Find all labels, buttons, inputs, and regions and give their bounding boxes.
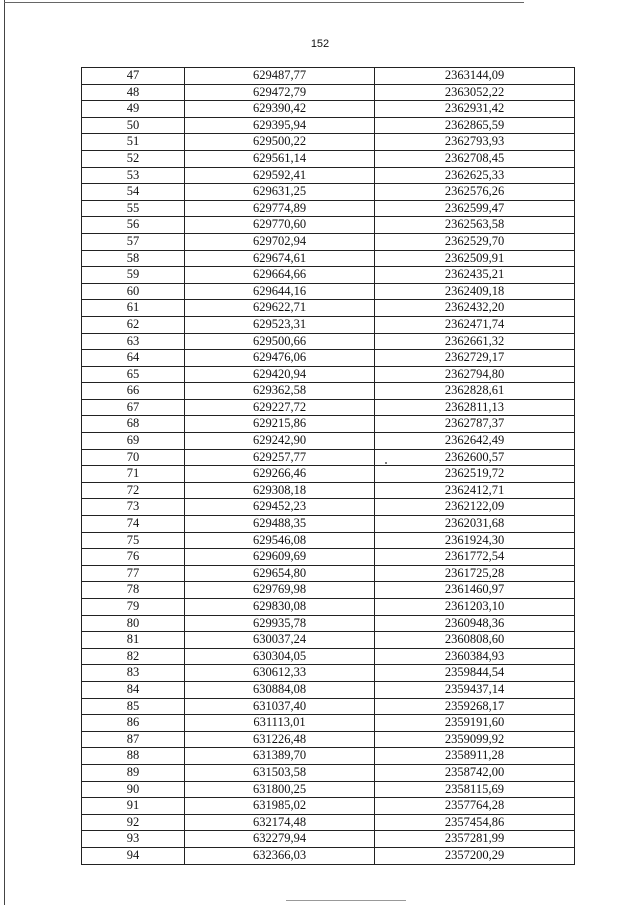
y-coordinate-cell: 2362509,91 <box>375 250 575 267</box>
y-coordinate-cell: 2362931,42 <box>375 101 575 118</box>
y-coordinate-cell: 2357454,86 <box>375 814 575 831</box>
point-number-cell: 52 <box>82 150 185 167</box>
point-number-cell: 79 <box>82 599 185 616</box>
point-number-cell: 75 <box>82 532 185 549</box>
table-row <box>82 283 575 300</box>
point-number-cell: 83 <box>82 665 185 682</box>
x-coordinate-cell: 631503,58 <box>185 764 375 781</box>
x-coordinate-cell: 629622,71 <box>185 300 375 317</box>
table-row <box>82 681 575 698</box>
point-number-cell: 84 <box>82 681 185 698</box>
x-coordinate-cell: 629500,66 <box>185 333 375 350</box>
table-row <box>82 416 575 433</box>
y-coordinate-cell: 2362432,20 <box>375 300 575 317</box>
x-coordinate-cell: 629472,79 <box>185 84 375 101</box>
table-row <box>82 748 575 765</box>
point-number-cell: 65 <box>82 366 185 383</box>
y-coordinate-cell: 2360808,60 <box>375 632 575 649</box>
table-row <box>82 698 575 715</box>
x-coordinate-cell: 631985,02 <box>185 798 375 815</box>
table-row <box>82 333 575 350</box>
x-coordinate-cell: 629362,58 <box>185 383 375 400</box>
point-number-cell: 94 <box>82 847 185 864</box>
table-row <box>82 366 575 383</box>
x-coordinate-cell: 629227,72 <box>185 399 375 416</box>
y-coordinate-cell: 2362599,47 <box>375 200 575 217</box>
x-coordinate-cell: 629487,77 <box>185 68 375 85</box>
x-coordinate-cell: 629664,66 <box>185 267 375 284</box>
point-number-cell: 69 <box>82 433 185 450</box>
point-number-cell: 64 <box>82 350 185 367</box>
y-coordinate-cell: 2363144,09 <box>375 68 575 85</box>
x-coordinate-cell: 630037,24 <box>185 632 375 649</box>
x-coordinate-cell: 629523,31 <box>185 316 375 333</box>
table-row <box>82 217 575 234</box>
y-coordinate-cell: 2358115,69 <box>375 781 575 798</box>
x-coordinate-cell: 629592,41 <box>185 167 375 184</box>
y-coordinate-cell: 2359268,17 <box>375 698 575 715</box>
page-number: 152 <box>310 38 330 50</box>
table-row <box>82 233 575 250</box>
point-number-cell: 62 <box>82 316 185 333</box>
point-number-cell: 60 <box>82 283 185 300</box>
y-coordinate-cell: 2362471,74 <box>375 316 575 333</box>
x-coordinate-cell: 631113,01 <box>185 715 375 732</box>
point-number-cell: 57 <box>82 233 185 250</box>
table-row <box>82 150 575 167</box>
point-number-cell: 78 <box>82 582 185 599</box>
table-row <box>82 482 575 499</box>
point-number-cell: 63 <box>82 333 185 350</box>
table-row <box>82 615 575 632</box>
y-coordinate-cell: 2362412,71 <box>375 482 575 499</box>
x-coordinate-cell: 629631,25 <box>185 184 375 201</box>
table-row <box>82 731 575 748</box>
x-coordinate-cell: 629390,42 <box>185 101 375 118</box>
x-coordinate-cell: 629674,61 <box>185 250 375 267</box>
table-row <box>82 715 575 732</box>
y-coordinate-cell: 2362122,09 <box>375 499 575 516</box>
y-coordinate-cell: 2359191,60 <box>375 715 575 732</box>
table-row <box>82 781 575 798</box>
table-row <box>82 68 575 85</box>
x-coordinate-cell: 629215,86 <box>185 416 375 433</box>
table-row <box>82 383 575 400</box>
point-number-cell: 82 <box>82 648 185 665</box>
y-coordinate-cell: 2362811,13 <box>375 399 575 416</box>
point-number-cell: 74 <box>82 516 185 533</box>
point-number-cell: 58 <box>82 250 185 267</box>
table-row <box>82 250 575 267</box>
table-row <box>82 267 575 284</box>
x-coordinate-cell: 631800,25 <box>185 781 375 798</box>
point-number-cell: 76 <box>82 549 185 566</box>
table-row <box>82 831 575 848</box>
x-coordinate-cell: 629546,08 <box>185 532 375 549</box>
y-coordinate-cell: 2362794,80 <box>375 366 575 383</box>
point-number-cell: 88 <box>82 748 185 765</box>
table-row <box>82 532 575 549</box>
x-coordinate-cell: 629774,89 <box>185 200 375 217</box>
page-left-edge <box>4 0 5 905</box>
table-row <box>82 499 575 516</box>
y-coordinate-cell: 2362729,17 <box>375 350 575 367</box>
point-number-cell: 93 <box>82 831 185 848</box>
y-coordinate-cell: 2361203,10 <box>375 599 575 616</box>
point-number-cell: 61 <box>82 300 185 317</box>
point-number-cell: 91 <box>82 798 185 815</box>
x-coordinate-cell: 629488,35 <box>185 516 375 533</box>
y-coordinate-cell: 2362828,61 <box>375 383 575 400</box>
table-row <box>82 565 575 582</box>
table-row <box>82 516 575 533</box>
point-number-cell: 86 <box>82 715 185 732</box>
page-bottom-mark <box>286 900 406 901</box>
x-coordinate-cell: 632279,94 <box>185 831 375 848</box>
table-row <box>82 433 575 450</box>
y-coordinate-cell: 2362793,93 <box>375 134 575 151</box>
table-row <box>82 399 575 416</box>
table-row <box>82 167 575 184</box>
x-coordinate-cell: 632366,03 <box>185 847 375 864</box>
y-coordinate-cell: 2363052,22 <box>375 84 575 101</box>
y-coordinate-cell: 2362708,45 <box>375 150 575 167</box>
point-number-cell: 90 <box>82 781 185 798</box>
x-coordinate-cell: 629242,90 <box>185 433 375 450</box>
table-row <box>82 632 575 649</box>
x-coordinate-cell: 629609,69 <box>185 549 375 566</box>
table-row <box>82 764 575 781</box>
point-number-cell: 56 <box>82 217 185 234</box>
x-coordinate-cell: 629561,14 <box>185 150 375 167</box>
scan-speck <box>385 462 387 464</box>
point-number-cell: 49 <box>82 101 185 118</box>
page-top-edge <box>4 2 524 3</box>
y-coordinate-cell: 2358911,28 <box>375 748 575 765</box>
x-coordinate-cell: 629266,46 <box>185 466 375 483</box>
table-row <box>82 184 575 201</box>
point-number-cell: 71 <box>82 466 185 483</box>
y-coordinate-cell: 2362600,57 <box>375 449 575 466</box>
x-coordinate-cell: 629935,78 <box>185 615 375 632</box>
point-number-cell: 81 <box>82 632 185 649</box>
x-coordinate-cell: 629830,08 <box>185 599 375 616</box>
table-row <box>82 599 575 616</box>
x-coordinate-cell: 631226,48 <box>185 731 375 748</box>
table-row <box>82 466 575 483</box>
table-row <box>82 582 575 599</box>
table-row <box>82 350 575 367</box>
point-number-cell: 50 <box>82 117 185 134</box>
point-number-cell: 55 <box>82 200 185 217</box>
y-coordinate-cell: 2357200,29 <box>375 847 575 864</box>
x-coordinate-cell: 629420,94 <box>185 366 375 383</box>
x-coordinate-cell: 631389,70 <box>185 748 375 765</box>
point-number-cell: 72 <box>82 482 185 499</box>
table-row <box>82 101 575 118</box>
x-coordinate-cell: 631037,40 <box>185 698 375 715</box>
x-coordinate-cell: 629770,60 <box>185 217 375 234</box>
y-coordinate-cell: 2362529,70 <box>375 233 575 250</box>
table-row <box>82 665 575 682</box>
y-coordinate-cell: 2361924,30 <box>375 532 575 549</box>
x-coordinate-cell: 629500,22 <box>185 134 375 151</box>
point-number-cell: 66 <box>82 383 185 400</box>
x-coordinate-cell: 629769,98 <box>185 582 375 599</box>
y-coordinate-cell: 2362865,59 <box>375 117 575 134</box>
y-coordinate-cell: 2362031,68 <box>375 516 575 533</box>
x-coordinate-cell: 629257,77 <box>185 449 375 466</box>
point-number-cell: 85 <box>82 698 185 715</box>
table-row <box>82 449 575 466</box>
point-number-cell: 80 <box>82 615 185 632</box>
y-coordinate-cell: 2361460,97 <box>375 582 575 599</box>
x-coordinate-cell: 629476,06 <box>185 350 375 367</box>
y-coordinate-cell: 2362576,26 <box>375 184 575 201</box>
point-number-cell: 87 <box>82 731 185 748</box>
table-row <box>82 316 575 333</box>
y-coordinate-cell: 2358742,00 <box>375 764 575 781</box>
table-row <box>82 134 575 151</box>
y-coordinate-cell: 2361725,28 <box>375 565 575 582</box>
x-coordinate-cell: 629644,16 <box>185 283 375 300</box>
point-number-cell: 89 <box>82 764 185 781</box>
y-coordinate-cell: 2362519,72 <box>375 466 575 483</box>
y-coordinate-cell: 2362661,32 <box>375 333 575 350</box>
x-coordinate-cell: 629395,94 <box>185 117 375 134</box>
y-coordinate-cell: 2362563,58 <box>375 217 575 234</box>
point-number-cell: 73 <box>82 499 185 516</box>
y-coordinate-cell: 2362642,49 <box>375 433 575 450</box>
y-coordinate-cell: 2360948,36 <box>375 615 575 632</box>
table-row <box>82 300 575 317</box>
point-number-cell: 48 <box>82 84 185 101</box>
table-row <box>82 549 575 566</box>
y-coordinate-cell: 2359844,54 <box>375 665 575 682</box>
point-number-cell: 68 <box>82 416 185 433</box>
point-number-cell: 54 <box>82 184 185 201</box>
point-number-cell: 53 <box>82 167 185 184</box>
y-coordinate-cell: 2357281,99 <box>375 831 575 848</box>
x-coordinate-cell: 629702,94 <box>185 233 375 250</box>
point-number-cell: 92 <box>82 814 185 831</box>
point-number-cell: 47 <box>82 68 185 85</box>
x-coordinate-cell: 630884,08 <box>185 681 375 698</box>
table-row <box>82 798 575 815</box>
table-row <box>82 84 575 101</box>
point-number-cell: 59 <box>82 267 185 284</box>
y-coordinate-cell: 2362787,37 <box>375 416 575 433</box>
coordinates-table <box>81 67 575 865</box>
y-coordinate-cell: 2362435,21 <box>375 267 575 284</box>
point-number-cell: 51 <box>82 134 185 151</box>
y-coordinate-cell: 2359437,14 <box>375 681 575 698</box>
table-row <box>82 117 575 134</box>
y-coordinate-cell: 2360384,93 <box>375 648 575 665</box>
table-row <box>82 648 575 665</box>
point-number-cell: 67 <box>82 399 185 416</box>
coordinates-table-body <box>82 68 575 865</box>
y-coordinate-cell: 2357764,28 <box>375 798 575 815</box>
y-coordinate-cell: 2362409,18 <box>375 283 575 300</box>
x-coordinate-cell: 629452,23 <box>185 499 375 516</box>
y-coordinate-cell: 2361772,54 <box>375 549 575 566</box>
x-coordinate-cell: 629654,80 <box>185 565 375 582</box>
x-coordinate-cell: 630304,05 <box>185 648 375 665</box>
table-row <box>82 200 575 217</box>
x-coordinate-cell: 629308,18 <box>185 482 375 499</box>
x-coordinate-cell: 632174,48 <box>185 814 375 831</box>
table-row <box>82 847 575 864</box>
y-coordinate-cell: 2359099,92 <box>375 731 575 748</box>
y-coordinate-cell: 2362625,33 <box>375 167 575 184</box>
table-row <box>82 814 575 831</box>
point-number-cell: 70 <box>82 449 185 466</box>
x-coordinate-cell: 630612,33 <box>185 665 375 682</box>
point-number-cell: 77 <box>82 565 185 582</box>
